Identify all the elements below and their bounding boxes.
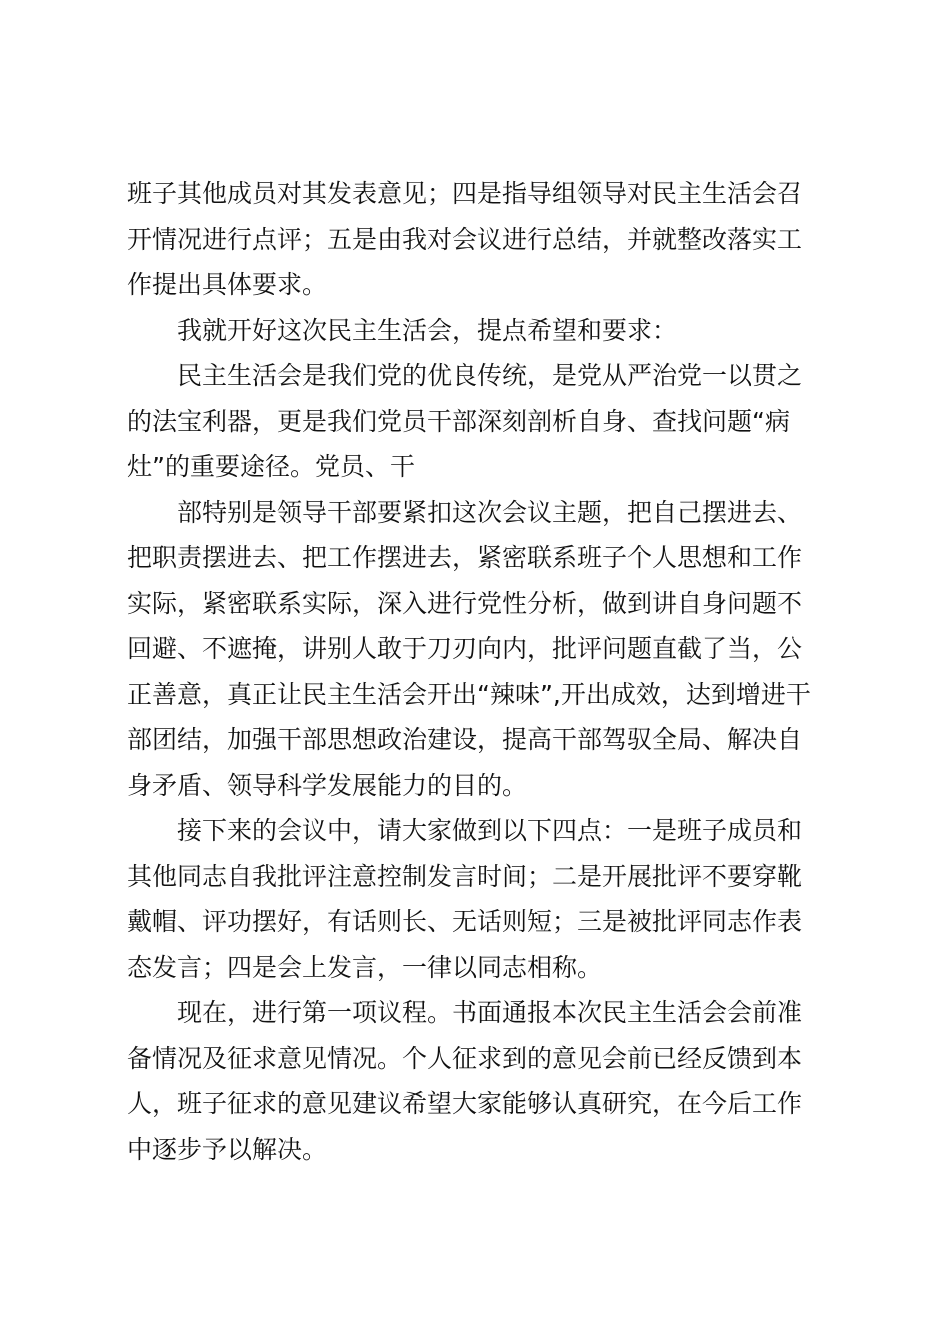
text-line: 部团结，加强干部思想政治建设，提高干部驾驭全局、解决自 xyxy=(127,725,803,754)
text-line: 我就开好这次民主生活会，提点希望和要求： xyxy=(177,315,678,345)
text-line: 戴帽、评功摆好，有话则长、无话则短；三是被批评同志作表 xyxy=(127,907,803,936)
text-line: 其他同志自我批评注意控制发言时间；二是开展批评不要穿靴 xyxy=(127,861,803,891)
text-line: 的法宝利器，更是我们党员干部深刻剖析自身、查找问题“病 xyxy=(127,406,790,436)
text-line: 灶”的重要途径。党员、干 xyxy=(127,452,415,481)
text-line: 民主生活会是我们党的优良传统，是党从严治党一以贯之 xyxy=(177,361,803,390)
text-line: 态发言；四是会上发言，一律以同志相称。 xyxy=(127,952,603,982)
text-line: 中逐步予以解决。 xyxy=(127,1134,328,1164)
text-line: 开情况进行点评；五是由我对会议进行总结，并就整改落实工 xyxy=(127,224,803,254)
document-body xyxy=(127,171,827,1172)
text-line: 部特别是领导干部要紧扣这次会议主题，把自己摆进去、 xyxy=(177,497,803,527)
text-line: 把职责摆进去、把工作摆进去，紧密联系班子个人思想和工作 xyxy=(127,543,803,572)
text-line: 回避、不遮掩，讲别人敢于刀刃向内，批评问题直截了当，公 xyxy=(127,634,803,663)
text-line: 备情况及征求意见情况。个人征求到的意见会前已经反馈到本 xyxy=(127,1043,803,1073)
text-line: 正善意，真正让民主生活会开出“辣味”,开出成效，达到增进干 xyxy=(127,679,811,709)
text-line: 接下来的会议中，请大家做到以下四点：一是班子成员和 xyxy=(177,816,803,845)
text-line: 实际，紧密联系实际，深入进行党性分析，做到讲自身问题不 xyxy=(127,588,803,618)
text-line: 班子其他成员对其发表意见；四是指导组领导对民主生活会召 xyxy=(127,179,803,208)
text-line: 人，班子征求的意见建议希望大家能够认真研究，在今后工作 xyxy=(127,1089,803,1118)
text-line: 作提出具体要求。 xyxy=(127,270,328,299)
text-line: 身矛盾、领导科学发展能力的目的。 xyxy=(127,770,528,800)
text-line: 现在，进行第一项议程。书面通报本次民主生活会会前准 xyxy=(177,998,803,1027)
